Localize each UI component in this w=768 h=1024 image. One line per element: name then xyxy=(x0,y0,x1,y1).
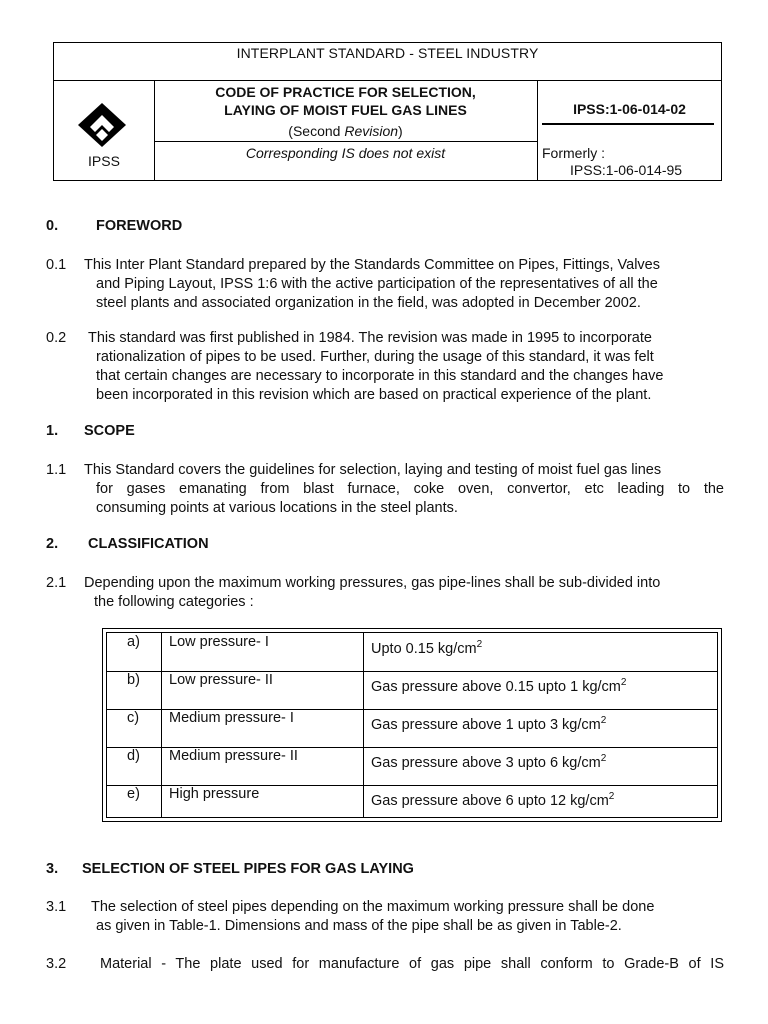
paragraph-line: steel plants and associated organization in the field, was adopted in December 2002. xyxy=(96,295,641,311)
formerly-value: IPSS:1-06-014-95 xyxy=(570,162,683,178)
section-title: SELECTION OF STEEL PIPES FOR GAS LAYING xyxy=(82,861,414,877)
row-key: e) xyxy=(127,786,140,802)
row-category: Medium pressure- II xyxy=(169,748,298,764)
logo-label: IPSS xyxy=(88,153,120,169)
document-title xyxy=(154,83,537,119)
range-exponent: 2 xyxy=(620,677,627,688)
standard-number-rule xyxy=(542,123,714,125)
paragraph-3-2 xyxy=(46,955,724,974)
table-column-rule xyxy=(363,633,364,817)
standard-header-box xyxy=(53,42,722,181)
section-title: FOREWORD xyxy=(96,218,183,234)
header-title: INTERPLANT STANDARD - STEEL INDUSTRY xyxy=(236,45,539,61)
table-column-rule xyxy=(161,633,162,817)
row-range xyxy=(371,791,614,809)
ipss-logo-icon xyxy=(76,101,128,147)
paragraph-line: as given in Table-1. Dimensions and mass of the pipe shall be as given in Table-2. xyxy=(96,918,622,934)
paragraph-number: 0.2 xyxy=(46,330,67,346)
section-title: SCOPE xyxy=(84,423,135,439)
section-number: 3. xyxy=(46,861,59,877)
paragraph-3-1 xyxy=(46,898,724,936)
paragraph-number: 3.1 xyxy=(46,899,67,915)
row-key: b) xyxy=(127,672,140,688)
row-range xyxy=(371,639,482,657)
range-text: Gas pressure above 0.15 upto 1 kg/cm xyxy=(371,679,621,695)
row-range xyxy=(371,715,606,733)
paragraph-line: and Piping Layout, IPSS 1:6 with the active participation of the representatives of all the xyxy=(96,276,658,292)
paragraph-line: rationalization of pipes to be used. Further, during the usage of this standard, it was felt xyxy=(96,349,654,365)
section-number: 1. xyxy=(46,423,59,439)
paragraph-0-1 xyxy=(46,256,724,313)
revision-close: ) xyxy=(398,123,403,139)
revision-word: Revision xyxy=(344,123,399,139)
paragraph-line: Material - The plate used for manufacture of gas pipe shall conform to Grade-B of IS xyxy=(100,956,724,972)
range-exponent: 2 xyxy=(476,639,483,650)
pressure-categories-table xyxy=(102,628,722,822)
row-range xyxy=(371,677,626,695)
paragraph-line: for gases emanating from blast furnace, coke oven, convertor, etc leading to the xyxy=(96,481,724,497)
paragraph-number: 1.1 xyxy=(46,462,67,478)
range-exponent: 2 xyxy=(600,715,607,726)
paragraph-number: 2.1 xyxy=(46,575,67,591)
standard-number: IPSS:1-06-014-02 xyxy=(573,101,686,117)
paragraph-line: been incorporated in this revision which are based on practical experience of the plant. xyxy=(96,387,652,403)
revision-open: (Second xyxy=(288,123,345,139)
table-inner-border xyxy=(106,632,718,818)
paragraph-number: 0.1 xyxy=(46,257,67,273)
section-number: 0. xyxy=(46,218,59,234)
paragraph-line: the following categories : xyxy=(94,594,254,610)
paragraph-line: that certain changes are necessary to incorporate in this standard and the changes have xyxy=(96,368,664,384)
revision-note xyxy=(154,123,537,139)
paragraph-line: The selection of steel pipes depending on the maximum working pressure shall be done xyxy=(91,899,655,915)
row-key: a) xyxy=(127,634,140,650)
paragraph-line: Depending upon the maximum working pressures, gas pipe-lines shall be sub-divided into xyxy=(84,575,661,591)
paragraph-line: This Standard covers the guidelines for selection, laying and testing of moist fuel gas lines xyxy=(84,462,662,478)
document-title-line: LAYING OF MOIST FUEL GAS LINES xyxy=(224,102,467,118)
range-text: Gas pressure above 3 upto 6 kg/cm xyxy=(371,755,601,771)
paragraph-1-1 xyxy=(46,461,724,518)
paragraph-line: consuming points at various locations in the steel plants. xyxy=(96,500,458,516)
header-divider xyxy=(154,141,537,142)
row-key: c) xyxy=(127,710,140,726)
row-key: d) xyxy=(127,748,140,764)
range-exponent: 2 xyxy=(608,791,615,802)
range-text: Gas pressure above 1 upto 3 kg/cm xyxy=(371,717,601,733)
row-category: Medium pressure- I xyxy=(169,710,294,726)
range-text: Gas pressure above 6 upto 12 kg/cm xyxy=(371,793,609,809)
document-title-line: CODE OF PRACTICE FOR SELECTION, xyxy=(215,84,476,100)
range-text: Upto 0.15 kg/cm xyxy=(371,641,477,657)
row-category: Low pressure- I xyxy=(169,634,269,650)
corresponding-is-note: Corresponding IS does not exist xyxy=(245,145,446,161)
paragraph-0-2 xyxy=(46,329,724,405)
header-divider xyxy=(537,80,538,180)
row-category: Low pressure- II xyxy=(169,672,273,688)
section-title: CLASSIFICATION xyxy=(88,536,209,552)
row-range xyxy=(371,753,606,771)
paragraph-2-1 xyxy=(46,574,724,612)
paragraph-number: 3.2 xyxy=(46,956,67,972)
row-category: High pressure xyxy=(169,786,260,802)
section-number: 2. xyxy=(46,536,59,552)
paragraph-line: This Inter Plant Standard prepared by the Standards Committee on Pipes, Fittings, Valves xyxy=(84,257,660,273)
range-exponent: 2 xyxy=(600,753,607,764)
formerly-label: Formerly : xyxy=(542,145,605,161)
paragraph-line: This standard was first published in 1984. The revision was made in 1995 to incorporate xyxy=(88,330,652,346)
